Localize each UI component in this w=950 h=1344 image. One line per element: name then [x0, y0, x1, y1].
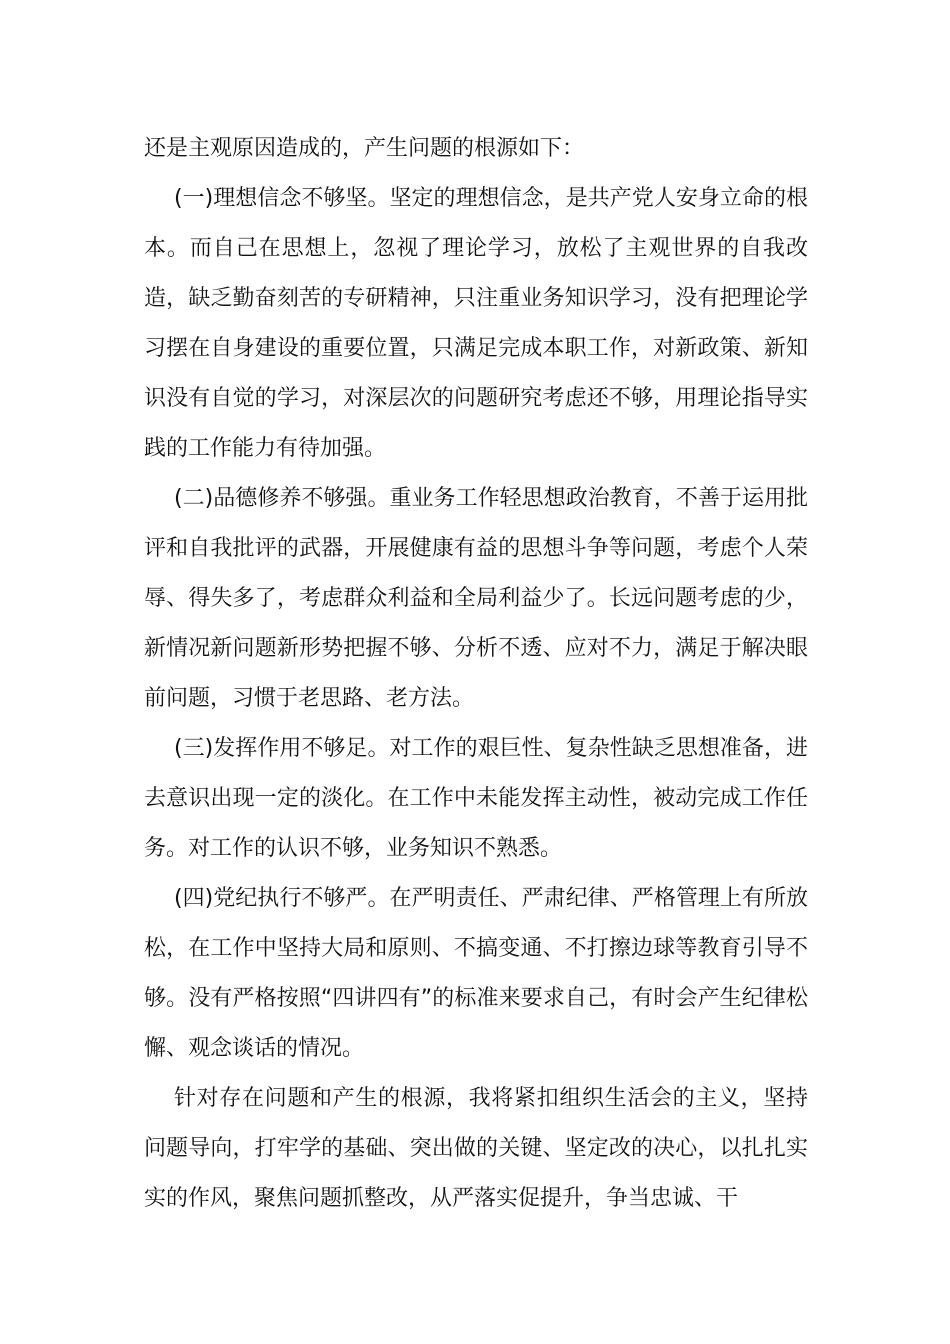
paragraph-role: (三)发挥作用不够足。对工作的艰巨性、复杂性缺乏思想准备，进去意识出现一定的淡化。在工作中未能发挥主动性，被动完成工作任务。对工作的认识不够，业务知识不熟悉。: [144, 736, 808, 861]
paragraph-discipline: (四)党纪执行不够严。在严明责任、严肃纪律、严格管理上有所放松，在工作中坚持大局和原则、不搞变通、不打擦边球等教育引导不够。没有严格按照“四讲四有”的标准来要求自己，有时会产生纪律松懈、观念谈话的情况。: [144, 886, 808, 1061]
paragraph-ideals: (一)理想信念不够坚。坚定的理想信念，是共产党人安身立命的根本。而自己在思想上，忽视了理论学习，放松了主观世界的自我改造，缺乏勤奋刻苦的专研精神，只注重业务知识学习，没有把理论学习摆在自身建设的重要位置，只满足完成本职工作，对新政策、新知识没有自觉的学习，对深层次的问题研究考虑还不够，用理论指导实践的工作能力有待加强。: [144, 186, 808, 461]
document-body: [144, 124, 808, 1224]
paragraph-morality: (二)品德修养不够强。重业务工作轻思想政治教育，不善于运用批评和自我批评的武器，开展健康有益的思想斗争等问题，考虑个人荣辱、得失多了，考虑群众利益和全局利益少了。长远问题考虑的少，新情况新问题新形势把握不够、分析不透、应对不力，满足于解决眼前问题，习惯于老思路、老方法。: [144, 486, 808, 711]
paragraph-rectification: 针对存在问题和产生的根源，我将紧扣组织生活会的主义，坚持问题导向，打牢学的基础、突出做的关键、坚定改的决心，以扎扎实实的作风，聚焦问题抓整改，从严落实促提升，争当忠诚、干: [144, 1086, 808, 1211]
paragraph-continuation: 还是主观原因造成的，产生问题的根源如下：: [144, 136, 585, 161]
